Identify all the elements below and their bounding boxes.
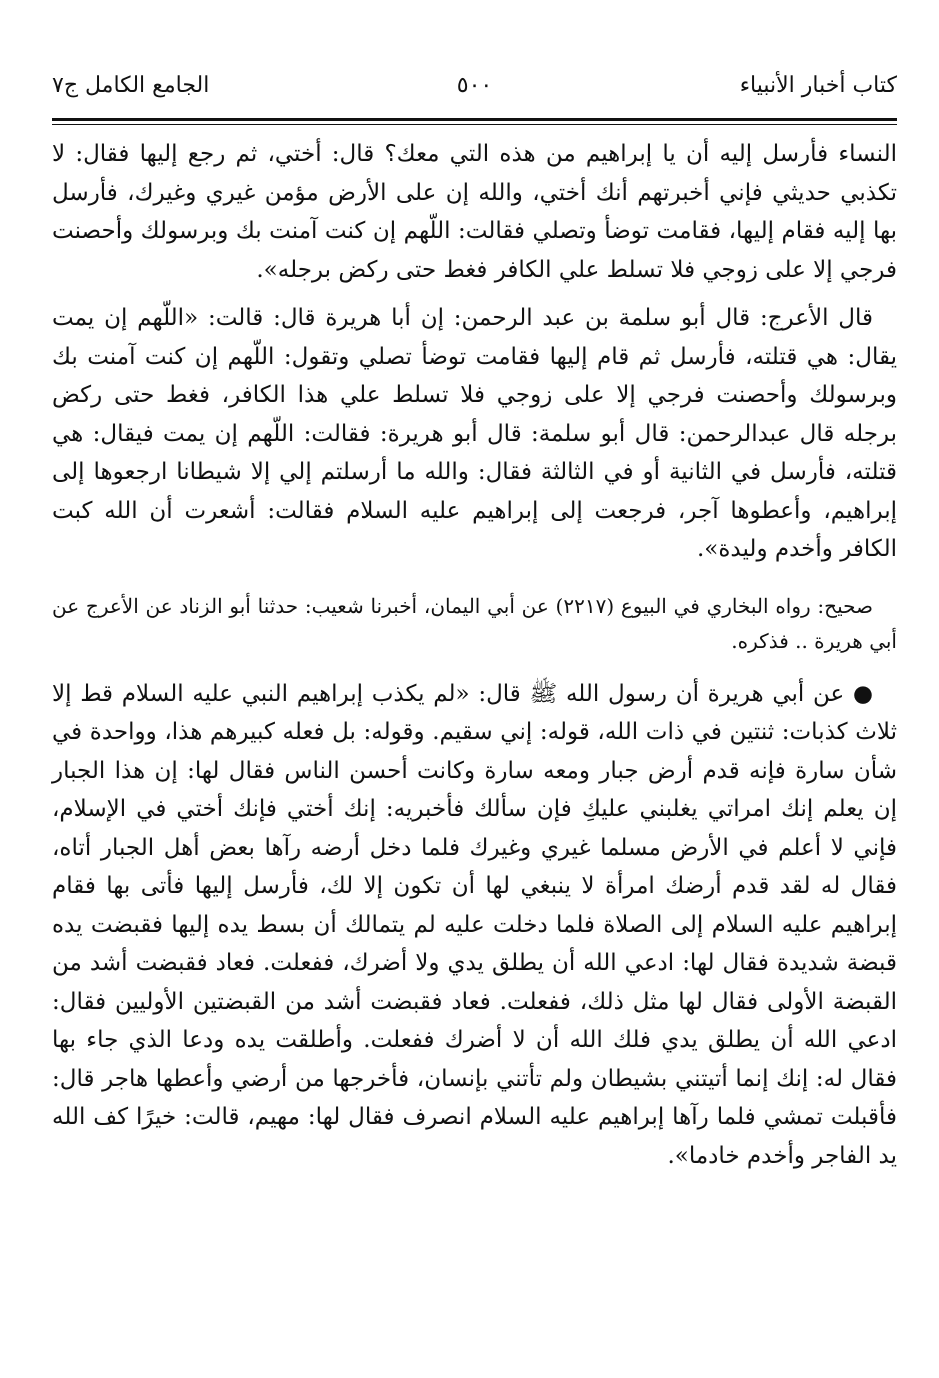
book-page [52, 70, 897, 1175]
volume-label: الجامع الكامل ج٧ [52, 73, 210, 98]
header-rule-thin [52, 124, 897, 125]
page-number: ٥٠٠ [456, 73, 493, 98]
header-rule-thick [52, 118, 897, 121]
body-text [52, 135, 897, 1175]
hadith-grading-note: صحيح: رواه البخاري في البيوع (٢٢١٧) عن أبي اليمان، أخبرنا شعيب: حدثنا أبو الزناد عن الأعرج عن أبي هريرة .. فذكره. [52, 593, 897, 653]
paragraph-continued: النساء فأرسل إليه أن يا إبراهيم من هذه التي معك؟ قال: أختي، ثم رجع إليها فقال: لا تكذبي حديثي فإني أخبرتهم أنك أختي، والله إن على الأرض مؤمن غيري وغيرك، فأرسل بها إليه فقام إليها، فقامت توضأ وتصلي فقالت: اللّهم إن كنت آمنت بك وبرسولك وأحصنت فرجي إلا على زوجي فلا تسلط علي الكافر فغط حتى ركض برجله». [52, 141, 897, 283]
book-title: كتاب أخبار الأنبياء [739, 73, 897, 98]
paragraph-araj-narration: قال الأعرج: قال أبو سلمة بن عبد الرحمن: إن أبا هريرة قال: قالت: «اللّهم إن يمت يقال: هي قتلته، فأرسل ثم قام إليها فقامت توضأ تصلي وتقول: اللّهم إن كنت آمنت بك وبرسولك وأحصنت فرجي إلا على زوجي فلا تسلط علي هذا الكافر، فغط حتى ركض برجله قال عبدالرحمن: قال أبو سلمة: قال أبو هريرة: فقالت: اللّهم إن يمت فيقال: هي قتلته، فأرسل في الثانية أو في الثالثة فقال: والله ما أرسلتم إلي إلا شيطانا ارجعوها إلى إبراهيم، وأعطوها آجر، فرجعت إلى إبراهيم عليه السلام فقالت: أشعرت أن الله كبت الكافر وأخدم وليدة». [52, 305, 897, 562]
paragraph-abu-hurayra-hadith: ● عن أبي هريرة أن رسول الله ﷺ قال: «لم يكذب إبراهيم النبي عليه السلام قط إلا ثلاث كذبات: ثنتين في ذات الله، قوله: إني سقيم. وقوله: بل فعله كبيرهم هذا، وواحدة في شأن سارة فإنه قدم أرض جبار ومعه سارة وكانت أحسن الناس فقال لها: إن هذا الجبار إن يعلم إنك امراتي يغلبني عليكِ فإن سألك فأخبريه: إنك أختي فإنك أختي في الإسلام، فإني لا أعلم في الأرض مسلما غيري وغيرك فلما دخل أرضه رآها بعض أهل الجبار أتاه، فقال له لقد قدم أرضك امرأة لا ينبغي لها أن تكون إلا لك، فأرسل إليها فأتى بها فقام إبراهيم عليه السلام إلى الصلاة فلما دخلت عليه لم يتمالك أن بسط يده إليها فقبضت يده قبضة شديدة فقال لها: ادعي الله أن يطلق يدي ولا أضرك، ففعلت. فعاد فقبضت أشد من القبضة الأولى فقال لها مثل ذلك، ففعلت. فعاد فقبضت أشد من القبضتين الأوليين فقال: ادعي الله أن يطلق يدي فلك الله أن لا أضرك ففعلت. وأطلقت يده ودعا الذي جاء بها فقال له: إنك إنما أتيتني بشيطان ولم تأتني بإنسان، فأخرجها من أرضي وأعطها هاجر قال: فأقبلت تمشي فلما رآها إبراهيم عليه السلام انصرف فقال لها: مهيم، قالت: خيرًا كف الله يد الفاجر وأخدم خادما». [52, 680, 897, 1169]
running-header [52, 70, 897, 110]
